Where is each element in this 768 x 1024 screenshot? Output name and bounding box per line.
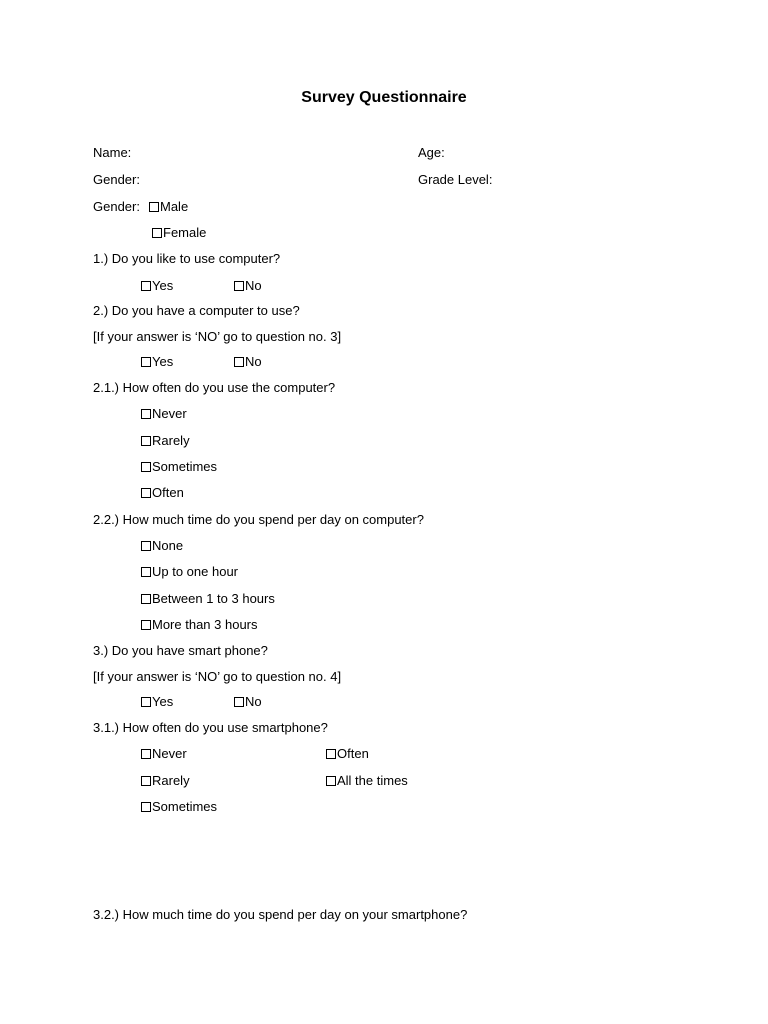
question-2-note: [If your answer is ‘NO’ go to question no. 3] xyxy=(93,329,342,344)
name-field-label: Name: xyxy=(93,145,132,160)
checkbox[interactable] xyxy=(141,749,151,759)
page-title: Survey Questionnaire xyxy=(301,89,467,106)
q3-1-option-rarely[interactable]: Rarely xyxy=(141,773,190,789)
question-2-1: 2.1.) How often do you use the computer? xyxy=(93,380,336,395)
option-male[interactable]: Male xyxy=(149,199,188,215)
checkbox[interactable] xyxy=(141,620,151,630)
q1-option-yes[interactable]: Yes xyxy=(141,278,173,294)
q2-2-option-none[interactable]: None xyxy=(141,538,183,554)
q2-2-option-1-to-3-hours[interactable]: Between 1 to 3 hours xyxy=(141,591,275,607)
gender-choice-label: Gender: xyxy=(93,199,140,214)
q3-1-option-often[interactable]: Often xyxy=(326,746,369,762)
q2-2-option-up-to-one-hour[interactable]: Up to one hour xyxy=(141,564,238,580)
q2-option-no[interactable]: No xyxy=(234,354,262,370)
q1-option-no[interactable]: No xyxy=(234,278,262,294)
checkbox[interactable] xyxy=(141,594,151,604)
question-1: 1.) Do you like to use computer? xyxy=(93,251,281,266)
q3-1-option-sometimes[interactable]: Sometimes xyxy=(141,799,217,815)
checkbox[interactable] xyxy=(141,436,151,446)
question-3-note: [If your answer is ‘NO’ go to question no. 4] xyxy=(93,669,342,684)
q3-1-option-never[interactable]: Never xyxy=(141,746,187,762)
checkbox[interactable] xyxy=(141,567,151,577)
checkbox[interactable] xyxy=(152,228,162,238)
q2-2-option-more-than-3-hours[interactable]: More than 3 hours xyxy=(141,617,258,633)
q2-1-option-never[interactable]: Never xyxy=(141,406,187,422)
checkbox[interactable] xyxy=(141,488,151,498)
q2-option-yes[interactable]: Yes xyxy=(141,354,173,370)
checkbox[interactable] xyxy=(141,281,151,291)
gender-field-label: Gender: xyxy=(93,172,140,187)
option-female[interactable]: Female xyxy=(152,225,206,241)
q3-option-yes[interactable]: Yes xyxy=(141,694,173,710)
checkbox[interactable] xyxy=(141,802,151,812)
question-3-1: 3.1.) How often do you use smartphone? xyxy=(93,720,328,735)
q2-1-option-often[interactable]: Often xyxy=(141,485,184,501)
checkbox[interactable] xyxy=(141,697,151,707)
checkbox[interactable] xyxy=(326,749,336,759)
checkbox[interactable] xyxy=(234,281,244,291)
question-3: 3.) Do you have smart phone? xyxy=(93,643,268,658)
question-2: 2.) Do you have a computer to use? xyxy=(93,303,300,318)
checkbox[interactable] xyxy=(141,357,151,367)
q2-1-option-rarely[interactable]: Rarely xyxy=(141,433,190,449)
checkbox[interactable] xyxy=(326,776,336,786)
q3-1-option-all-the-times[interactable]: All the times xyxy=(326,773,408,789)
question-3-2: 3.2.) How much time do you spend per day on your smartphone? xyxy=(93,907,468,922)
checkbox[interactable] xyxy=(141,776,151,786)
checkbox[interactable] xyxy=(234,697,244,707)
q2-1-option-sometimes[interactable]: Sometimes xyxy=(141,459,217,475)
grade-level-field-label: Grade Level: xyxy=(418,172,493,187)
checkbox[interactable] xyxy=(149,202,159,212)
q3-option-no[interactable]: No xyxy=(234,694,262,710)
checkbox[interactable] xyxy=(141,409,151,419)
question-2-2: 2.2.) How much time do you spend per day on computer? xyxy=(93,512,424,527)
checkbox[interactable] xyxy=(141,462,151,472)
checkbox[interactable] xyxy=(234,357,244,367)
age-field-label: Age: xyxy=(418,145,445,160)
checkbox[interactable] xyxy=(141,541,151,551)
